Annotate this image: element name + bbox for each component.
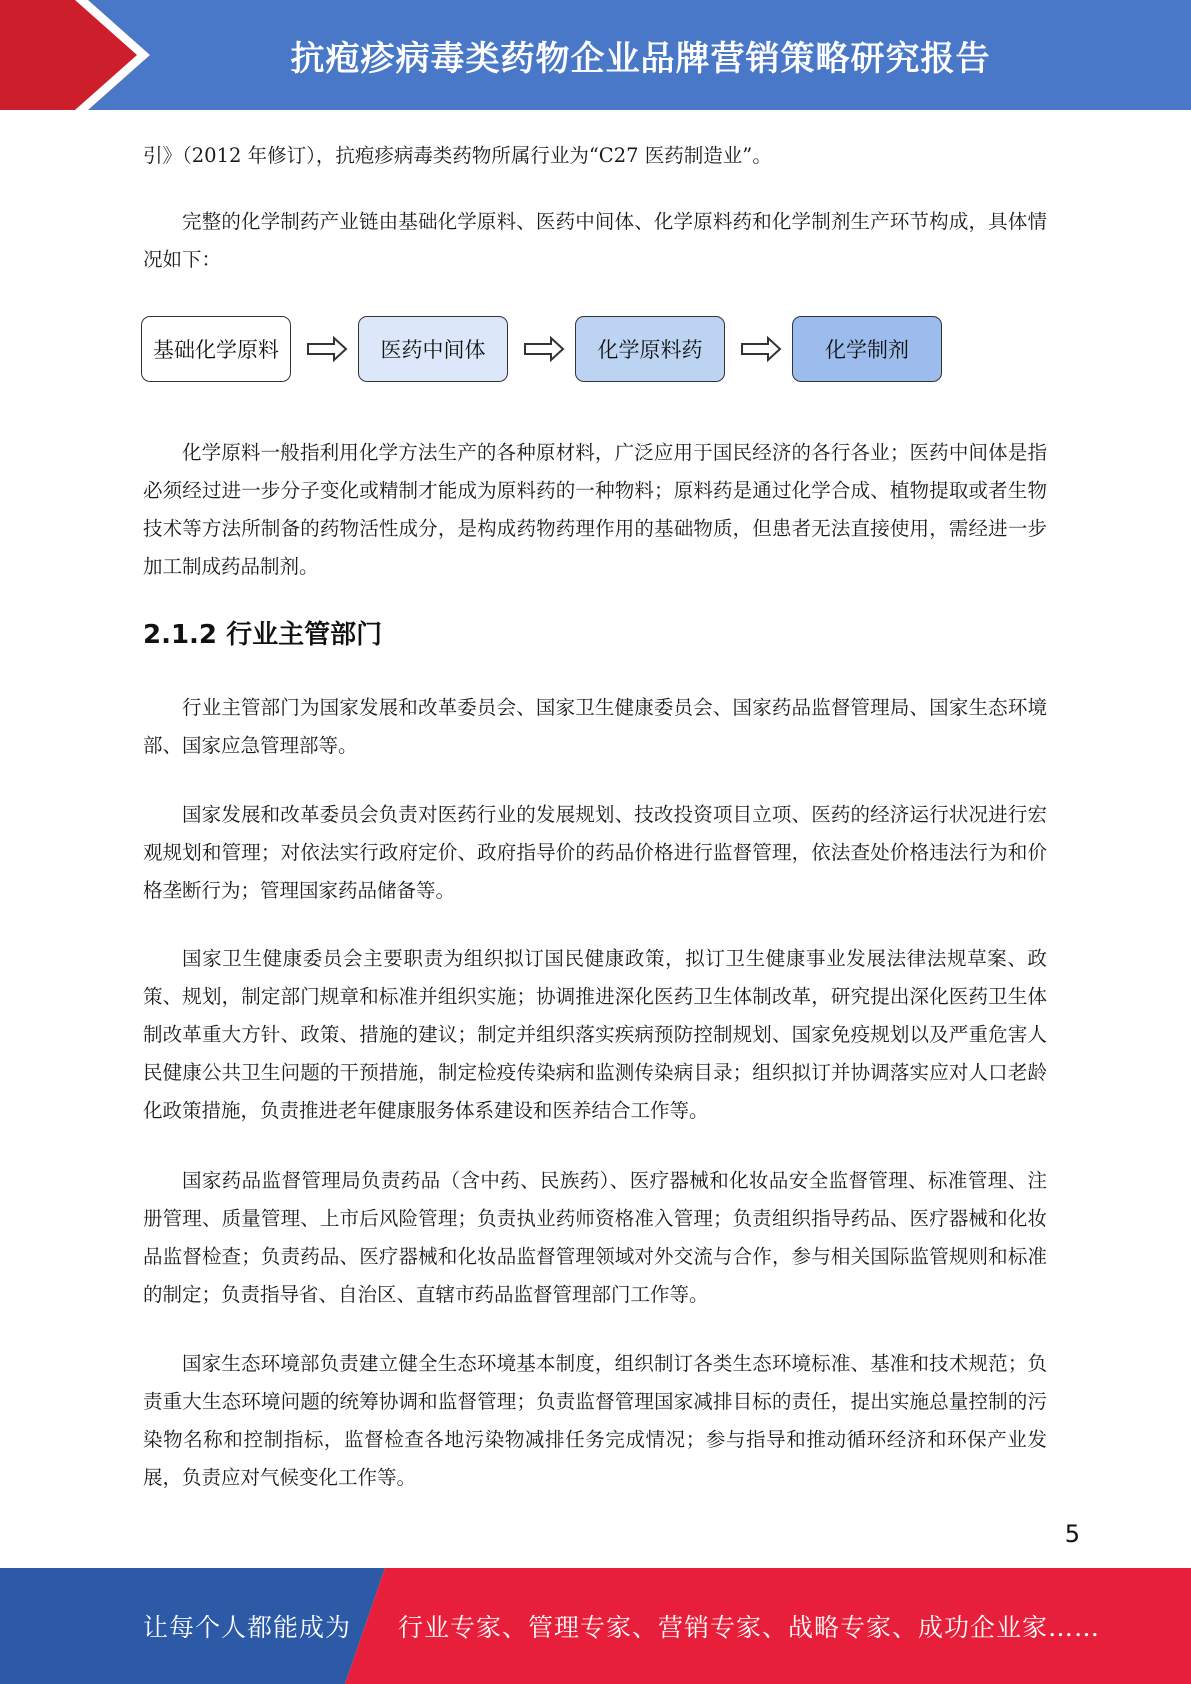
industry-chain-diagram bbox=[141, 316, 941, 386]
paragraph-nhc: 国家卫生健康委员会主要职责为组织拟订国民健康政策，拟订卫生健康事业发展法律法规草案、政策、规划，制定部门规章和标准并组织实施；协调推进深化医药卫生体制改革，研究提出深化医药卫生体制改革重大方针、政策、措施的建议；制定并组织落实疾病预防控制规划、国家免疫规划以及严重危害人民健康公共卫生问题的干预措施，制定检疫传染病和监测传染病目录；组织拟订并协调落实应对人口老龄化政策措施，负责推进老年健康服务体系建设和医养结合工作等。 bbox=[143, 947, 1047, 1122]
double-right-arrow-icon bbox=[523, 335, 565, 363]
flow-step-api: 化学原料药 bbox=[575, 316, 725, 382]
report-title: 抗疱疹病毒类药物企业品牌营销策略研究报告 bbox=[290, 38, 991, 79]
paragraph-mee: 国家生态环境部负责建立健全生态环境基本制度，组织制订各类生态环境标准、基准和技术规范；负责重大生态环境问题的统筹协调和监督管理；负责监督管理国家减排目标的责任，提出实施总量控制的污染物名称和控制指标，监督检查各地污染物减排任务完成情况；参与指导和推动循环经济和环保产业发展，负责应对气候变化工作等。 bbox=[143, 1352, 1047, 1489]
footer-slogan-right: 行业专家、管理专家、营销专家、战略专家、成功企业家…… bbox=[398, 1613, 1101, 1642]
double-right-arrow-icon bbox=[306, 335, 348, 363]
paragraph-nmpa: 国家药品监督管理局负责药品（含中药、民族药）、医疗器械和化妆品安全监督管理、标准管理、注册管理、质量管理、上市后风险管理；负责执业药师资格准入管理；负责组织指导药品、医疗器械和化妆品监督检查；负责药品、医疗器械和化妆品监督管理领域对外交流与合作，参与相关国际监管规则和标准的制定；负责指导省、自治区、直辖市药品监督管理部门工作等。 bbox=[143, 1169, 1047, 1306]
flow-step-intermediates: 医药中间体 bbox=[358, 316, 508, 382]
page-footer bbox=[0, 1568, 1191, 1684]
page-number: 5 bbox=[1064, 1520, 1080, 1548]
footer-slogan-left: 让每个人都能成为 bbox=[143, 1613, 352, 1642]
paragraph-definitions: 化学原料一般指利用化学方法生产的各种原材料，广泛应用于国民经济的各行各业；医药中间体是指必须经过进一步分子变化或精制才能成为原料药的一种物料；原料药是通过化学合成、植物提取或者生物技术等方法所制备的药物活性成分，是构成药物药理作用的基础物质，但患者无法直接使用，需经进一步加工制成药品制剂。 bbox=[143, 441, 1047, 578]
paragraph-industry-chain: 完整的化学制药产业链由基础化学原料、医药中间体、化学原料药和化学制剂生产环节构成，具体情况如下： bbox=[143, 210, 1047, 271]
flow-step-preparations: 化学制剂 bbox=[792, 316, 942, 382]
double-right-arrow-icon bbox=[740, 335, 782, 363]
section-heading: 2.1.2 行业主管部门 bbox=[143, 620, 383, 650]
flow-step-basic-chemicals: 基础化学原料 bbox=[141, 316, 291, 382]
paragraph-authorities: 行业主管部门为国家发展和改革委员会、国家卫生健康委员会、国家药品监督管理局、国家生态环境部、国家应急管理部等。 bbox=[143, 696, 1047, 757]
page-header bbox=[0, 0, 1191, 110]
red-chevron-icon bbox=[0, 0, 150, 110]
paragraph-ndrc: 国家发展和改革委员会负责对医药行业的发展规划、技改投资项目立项、医药的经济运行状况进行宏观规划和管理；对依法实行政府定价、政府指导价的药品价格进行监督管理，依法查处价格违法行为和价格垄断行为；管理国家药品储备等。 bbox=[143, 803, 1047, 902]
paragraph-continuation: 引》（2012 年修订），抗疱疹病毒类药物所属行业为“C27 医药制造业”。 bbox=[143, 144, 772, 167]
